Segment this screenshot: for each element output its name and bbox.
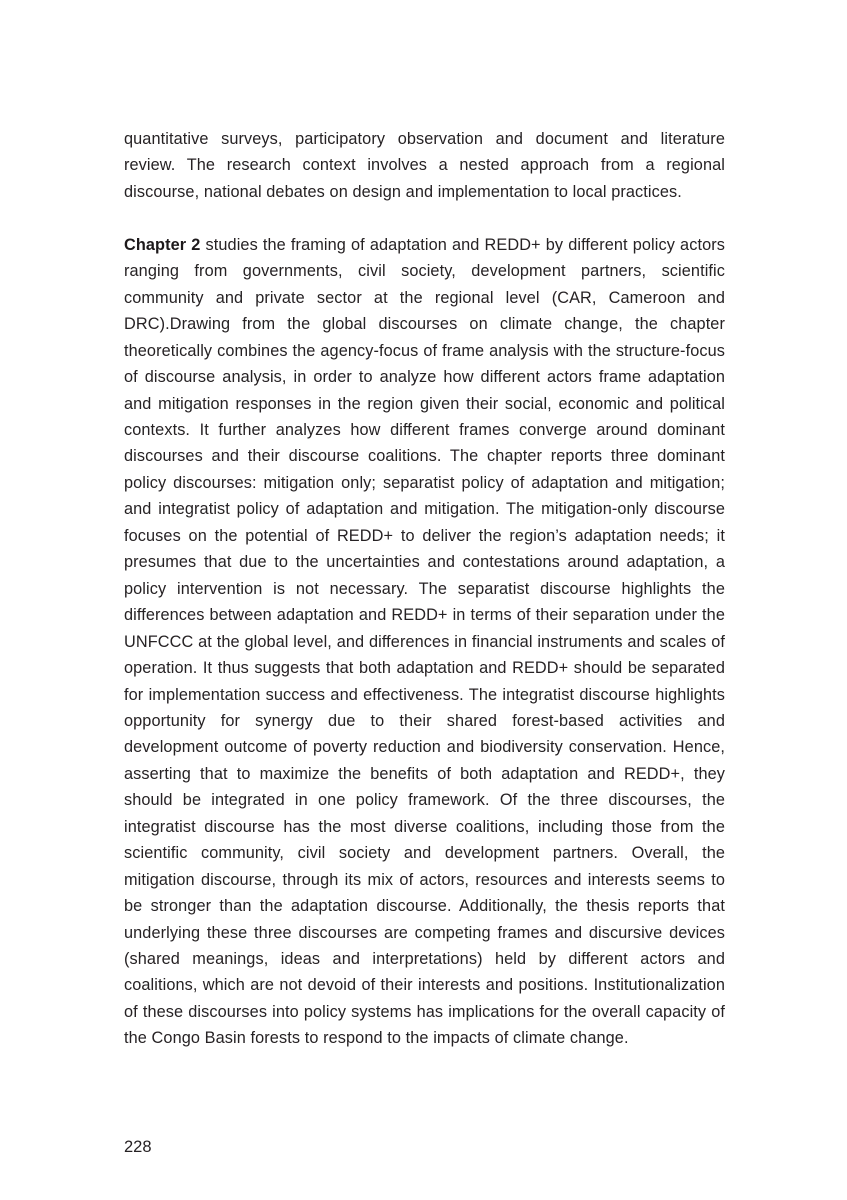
body-text [124, 126, 725, 1052]
paragraph-text: studies the framing of adaptation and REDD+ by different policy actors ranging from governments, civil society, development partners, scientific community and private sector at the regional level (CAR, Cameroon and DRC).Drawing from the global discourses on climate change, the chapter theoretically combines the agency-focus of frame analysis with the structure-focus of discourse analysis, in order to analyze how different actors frame adaptation and mitigation responses in the region given their social, economic and political contexts. It further analyzes how different frames converge around dominant discourses and their discourse coalitions. The chapter reports three dominant policy discourses: mitigation only; separatist policy of adaptation and mitigation; and integratist policy of adaptation and mitigation. The mitigation-only discourse focuses on the potential of REDD+ to deliver the region’s adaptation needs; it presumes that due to the uncertainties and contestations around adaptation, a policy intervention is not necessary. The separatist discourse highlights the differences between adaptation and REDD+ in terms of their separation under the UNFCCC at the global level, and differences in financial instruments and scales of operation. It thus suggests that both adaptation and REDD+ should be separated for implementation success and effectiveness. The integratist discourse highlights opportunity for synergy due to their shared forest-based activities and development outcome of poverty reduction and biodiversity conservation. Hence, asserting that to maximize the benefits of both adaptation and REDD+, they should be integrated in one policy framework. Of the three discourses, the integratist discourse has the most diverse coalitions, including those from the scientific community, civil society and development partners. Overall, the mitigation discourse, through its mix of actors, resources and interests seems to be stronger than the adaptation discourse. Additionally, the thesis reports that underlying these three discourses are competing frames and discursive devices (shared meanings, ideas and interpretations) held by different actors and coalitions, which are not devoid of their interests and positions. Institutionalization of these discourses into policy systems has implications for the overall capacity of the Congo Basin forests to respond to the impacts of climate change. [124, 235, 725, 1048]
paragraph-text: quantitative surveys, participatory observation and document and literature review. The research context involves a nested approach from a regional discourse, national debates on design and implementation to local practices. [124, 130, 725, 201]
page-number: 228 [124, 1138, 152, 1156]
chapter-2-label: Chapter 2 [124, 235, 201, 254]
paragraph-chapter-2-summary [124, 232, 725, 1052]
paragraph-methods [124, 126, 725, 205]
